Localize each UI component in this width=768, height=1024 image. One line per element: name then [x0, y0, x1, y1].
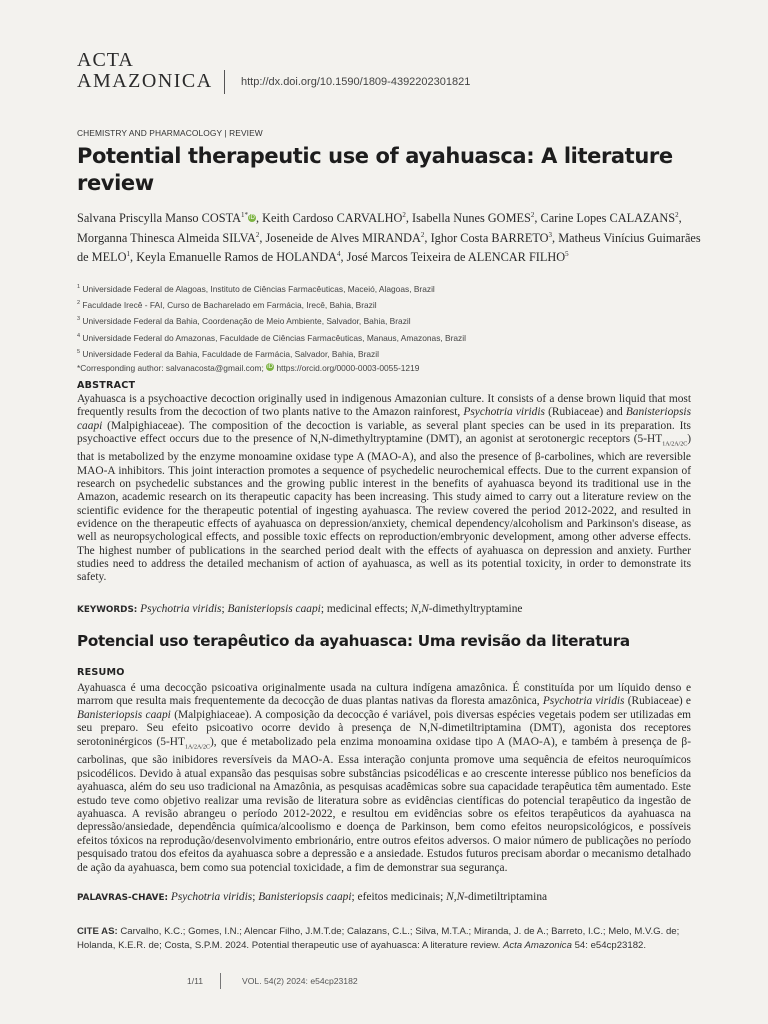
affiliation-item [77, 280, 697, 296]
article-title-pt: Potencial uso terapêutico da ayahuasca: Uma revisão da literatura [77, 632, 630, 650]
corresponding-label[interactable]: *Corresponding author: salvanacosta@gmail.com; [77, 363, 264, 374]
affiliation-text: Universidade Federal da Bahia, Coordenação de Meio Ambiente, Salvador, Bahia, Brazil [82, 316, 411, 327]
cite-as: CITE AS: Carvalho, K.C.; Gomes, I.N.; Alencar Filho, J.M.T.de; Calazans, C.L.; Silva, M.T.A.; Miranda, J. de A.; Barreto, I.C.; Melo, M.V.G. de; Holanda, K.E.R. de; Costa, S.P.M. 2024. Potential therapeutic use of ayahuasca: A literature review. Acta Amazonica 54: e54cp23182. [77, 926, 680, 951]
doi-link[interactable]: http://dx.doi.org/10.1590/1809-4392202301821 [241, 76, 471, 88]
author-name: Keyla Emanuelle Ramos de HOLANDA [136, 250, 337, 265]
author-name: Keith Cardoso CARVALHO [262, 211, 403, 226]
header-divider [224, 70, 225, 94]
author-aff: 2 [402, 211, 406, 219]
palavras-chave: PALAVRAS-CHAVE: Psychotria viridis; Banisteriopsis caapi; efeitos medicinais; N,N-dimetiltriptamina [77, 891, 548, 903]
affiliation-num: 3 [77, 316, 81, 323]
abstract-text: Ayahuasca is a psychoactive decoction originally used in indigenous Amazonian culture. It consists of a dense brown liquid that most frequently results from the decoction of two plants native to the Amazon rainforest, Psychotria viridis (Rubiaceae) and Banisteriopsis caapi (Malpighiaceae). The composition of the decoction is variable, as several plant species can be used in its preparation. Its psychoactive effect occurs due to the presence of N,N-dimethyltryptamine (DMT), an agonist at serotonergic receptors $(5-HT_{1A/2A/2C})$ that is metabolized by the enzyme monoamine oxidase type A (MAO-A), and also the presence of β-carbolines, which are reversible MAO-A inhibitors. This joint interaction promotes a sequence of psychedelic neurochemical effects. Due to the current expansion of research on psychedelic substances and the growing public interest in the benefits of ayahuasca beyond its traditional use in the Amazon, academic research on its therapeutic capacity has been increasing. This study aimed to carry out a literature review on the scientific evidence for the therapeutic potential of ingesting ayahuasca. The review covered the period 2012-2022, and resulted in evidence on the therapeutic effects of ayahuasca on depression/anxiety, chemical dependency/alcoholism and Parkinson's disease, as well as neuropsychological effects, and possible toxic effects on reproduction/embryonic development, among other adverse effects. The highest number of publications in the searched period dealt with the effects of ayahuasca on depression and anxiety. Further studies need to address the detailed mechanism of action of ayahuasca, as well as its potential toxicity, in order to demonstrate its safety. [77, 393, 691, 584]
logo-line1: ACTA [77, 49, 134, 71]
author-name: Joseneide de Alves MIRANDA [265, 230, 421, 245]
keyword: Psychotria viridis [170, 891, 253, 903]
keyword: N,N [446, 891, 465, 903]
orcid-link[interactable]: https://orcid.org/0000-0003-0055-1219 [276, 363, 420, 374]
volume-info: VOL. 54(2) 2024: e54cp23182 [242, 976, 358, 986]
affiliation-item [77, 312, 697, 328]
author-name: Matheus Vinícius Guimarães de MELO [77, 230, 701, 265]
affiliation-item [77, 329, 697, 345]
affiliation-list [77, 280, 697, 375]
article-title: Potential therapeutic use of ayahuasca: A literature review [77, 144, 673, 195]
author-aff: 4 [337, 250, 341, 259]
footer-divider [220, 973, 221, 989]
keyword: Banisteriopsis caapi [258, 891, 352, 903]
affiliation-num: 5 [77, 348, 81, 355]
keyword: N,N [410, 603, 429, 615]
logo-line2: AMAZONICA [77, 70, 213, 92]
page-number: 1/11 [187, 976, 204, 986]
orcid-icon: iD [267, 364, 273, 371]
orcid-icon[interactable]: iD [249, 215, 255, 222]
author-aff: 2 [530, 211, 535, 219]
author-name: Carine Lopes CALAZANS [540, 211, 676, 226]
author-name: José Marcos Teixeira de ALENCAR FILHO [346, 250, 566, 265]
author-aff: 3 [548, 230, 553, 239]
journal-logo [77, 50, 213, 91]
author-name: Salvana Priscylla Manso COSTA [77, 211, 241, 226]
keywords-label: KEYWORDS: [77, 605, 138, 615]
keyword: Psychotria viridis [140, 603, 222, 615]
author-aff: 2 [675, 211, 679, 219]
cite-label: CITE AS: [77, 926, 118, 937]
author-aff: 5 [565, 250, 569, 259]
resumo-heading: RESUMO [77, 667, 125, 678]
affiliation-item [77, 296, 697, 312]
palavras-label: PALAVRAS-CHAVE: [77, 893, 169, 903]
author-aff: 1* [240, 211, 248, 219]
affiliation-text: Faculdade Irecê - FAI, Curso de Bacharelado em Farmácia, Irecê, Bahia, Brazil [82, 300, 377, 310]
keywords: KEYWORDS: Psychotria viridis; Banisteriopsis caapi; medicinal effects; N,N-dimethyltryptamine [77, 603, 523, 615]
author-aff: 1 [126, 250, 131, 259]
affiliation-num: 4 [77, 332, 81, 339]
section-label: CHEMISTRY AND PHARMACOLOGY | REVIEW [77, 128, 263, 138]
author-name: Ighor Costa BARRETO [430, 230, 549, 245]
affiliation-num: 1 [77, 284, 81, 290]
resumo-text: Ayahuasca é uma decocção psicoativa originalmente usada na cultura indígena amazônica. É constituída por um líquido denso e marrom que resulta mais frequentemente da decocção de duas plantas nativas da floresta amazônica, Psychotria viridis (Rubiaceae) e Banisteriopsis caapi (Malpighiaceae). A composição da decocção é variável, pois diversas espécies vegetais podem ser utilizadas em seu preparo. Seu efeito psicoativo ocorre devido à presença de N,N-dimetiltriptamina (DMT), agonista dos receptores serotoninérgicos $(5-HT_{1A/2A/2C})$, que é metabolizado pela enzima monoamina oxidase tipo A (MAO-A), e também à presença de β-carbolinas, que são inibidores reversíveis da MAO-A. Essa interação conjunta promove uma sequência de efeitos neuroquímicos psicodélicos. Devido à atual expansão das pesquisas sobre substâncias psicodélicas e ao crescente interesse público nos benefícios da ayahuasca, além do seu uso tradicional na Amazônia, as pesquisas acadêmicas sobre sua capacidade terapêutica têm aumentado. Este estudo teve como objetivo realizar uma revisão de literatura sobre as evidências científicas do potencial terapêutico da ingestão de ayahuasca. A revisão abrangeu o período 2012-2022, e resultou em evidências sobre os efeitos terapêuticos da ayahuasca na depressão/ansiedade, dependência química/alcoolismo e doença de Parkinson, bem como efeitos neuropsicológicos, e possíveis efeitos tóxicos na reprodução/desenvolvimento embrionário, entre outros efeitos adversos. O maior número de publicações no período pesquisado tratou dos efeitos da ayahuasca sobre a depressão e a ansiedade. Estudos futuros precisam abordar o mecanismo detalhado de ação da ayahuasca, bem como sua potencial toxicidade, a fim de demonstrar sua segurança. [77, 682, 691, 874]
author-aff: 2 [255, 230, 260, 239]
author-name: Isabella Nunes GOMES [412, 211, 531, 226]
affiliation-num: 2 [77, 300, 81, 307]
keyword: Banisteriopsis caapi [227, 603, 321, 615]
corresponding-author [77, 361, 697, 375]
author-list: Salvana Priscylla Manso $COSTA^{1*}iD$, Keith Cardoso CARVALHO$^2$, Isabella Nunes GOMES$^2$, Carine Lopes CALAZANS$^2$, Morganna Thinesca Almeida SILVA$^2$, Joseneide de Alves MIRANDA$^2$, Ighor Costa BARRETO$^3$, Matheus Vinícius Guimarães de MELO$^1$, Keyla Emanuelle Ramos de HOLANDA$^4$, José Marcos Teixeira de ALENCAR FILHO$^5$ [77, 211, 701, 265]
author-name: Morganna Thinesca Almeida SILVA [77, 230, 256, 245]
abstract-heading: ABSTRACT [77, 380, 136, 391]
affiliation-text: Universidade Federal de Alagoas, Instituto de Ciências Farmacêuticas, Maceió, Alagoas, Brazil [82, 283, 435, 294]
journal-header [77, 50, 717, 100]
affiliation-text: Universidade Federal do Amazonas, Faculdade de Ciências Farmacêuticas, Manaus, Amazonas, Brazil [82, 332, 466, 343]
affiliation-text: Universidade Federal da Bahia, Faculdade de Farmácia, Salvador, Bahia, Brazil [82, 348, 379, 359]
affiliation-item [77, 345, 697, 361]
author-aff: 2 [420, 230, 425, 239]
